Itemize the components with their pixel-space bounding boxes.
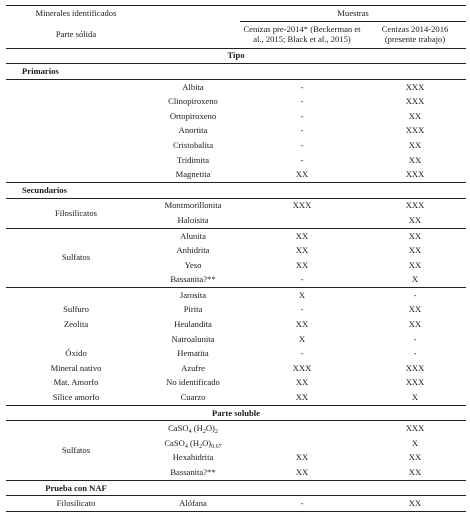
table-row: Óxido Hematita - - <box>6 346 466 361</box>
table-row: Magnetita XX XXX <box>6 167 466 182</box>
table-row: Bassanita?** XX XX <box>170 467 422 477</box>
tipo-heading: Tipo <box>6 48 466 64</box>
header-minerales: Minerales identificados <box>6 6 146 22</box>
section-parte-soluble <box>6 405 466 421</box>
section-secundarios-label: Secundarios <box>6 182 146 198</box>
group-sulfatos: Sulfatos <box>6 228 146 287</box>
table-row: Anhidrita XX XX <box>176 245 422 256</box>
group-sulfatos-soluble: Sulfatos <box>61 445 91 456</box>
group-silice-amorfo: Sílice amorfo <box>6 390 146 405</box>
table-row: Ortopiroxeno - XX <box>169 110 422 121</box>
table-row: Sulfuro Pirita - XX <box>6 303 466 318</box>
minerals-table <box>6 5 466 512</box>
group-zeolita: Zeolita <box>63 319 89 330</box>
table-row: Cristobalita - XX <box>172 139 422 150</box>
table-row: Filosilicatos Montmorillonita XXX XXX <box>6 198 466 213</box>
group-filosilicatos: Filosilicatos <box>6 198 146 228</box>
table-row: Bassanita?** - X <box>6 273 466 288</box>
table-row: Hexahidrita XX XX <box>172 452 422 463</box>
table-row: Sulfatos CaSO$_4$ $(H_2O)_2$ XXX <box>6 421 466 436</box>
table-row: Jarosita X - <box>179 289 417 300</box>
header-parte-solida: Parte sólida <box>6 21 146 48</box>
header-cenizas-pre: Cenizas pre-2014* (Beckerman et al., 2015; Black et al., 2015) <box>240 21 364 48</box>
section-prueba-naf <box>6 480 466 496</box>
table-row: Albita - XXX <box>182 81 425 92</box>
group-sulfuro: Sulfuro <box>63 304 89 315</box>
group-mat-amorfo: Mat. Amorfo <box>53 377 99 388</box>
table-row: CaSO$_4$ $(H_2O)_{0.67}$ X <box>6 436 466 451</box>
table-row: Tridimita - XX <box>176 154 422 165</box>
section-parte-soluble-label: Parte soluble <box>6 405 466 421</box>
table-row: Clinopiroxeno - XXX <box>168 96 425 107</box>
formula-caso4-067: CaSO$_4$ $(H_2O)_{0.67}$ <box>164 437 222 450</box>
header-muestras: Muestras <box>240 6 466 22</box>
header-row-1 <box>6 6 466 22</box>
table-row: Yeso XX XX <box>184 259 422 270</box>
group-oxido: Óxido <box>65 348 87 359</box>
tipo-row <box>6 48 466 64</box>
group-mineral-nativo: Mineral nativo <box>50 362 102 373</box>
formula-caso4-2: CaSO$_4$ $(H_2O)_2$ <box>168 423 218 436</box>
table-row: Sulfatos Alunita XX XX <box>6 228 466 243</box>
table-row: Mat. Amorfo No identificado XX XXX <box>6 376 466 391</box>
section-primarios-label: Primarios <box>6 64 146 80</box>
header-row-2 <box>6 21 466 48</box>
table-row: Haloisita XX <box>6 213 466 228</box>
section-secundarios <box>6 182 466 198</box>
header-cenizas-new: Cenizas 2014-2016 (presente trabajo) <box>364 21 466 48</box>
table-row: Sílice amorfo Cuarzo XX X <box>6 390 466 405</box>
table-row: Zeolita Heulandita XX XX <box>6 317 466 332</box>
group-filosilicato: Filosilicato <box>6 496 146 512</box>
table-row: Anortita - XXX <box>178 125 425 136</box>
section-primarios <box>6 64 466 80</box>
section-prueba-naf-label: Prueba con NAF <box>6 480 146 496</box>
table-row: Mineral nativo Azufre XXX XXX <box>6 361 466 376</box>
table-row: Natroalunita X - <box>171 333 417 344</box>
table-row: Filosilicato Alófana - XX <box>6 496 466 512</box>
